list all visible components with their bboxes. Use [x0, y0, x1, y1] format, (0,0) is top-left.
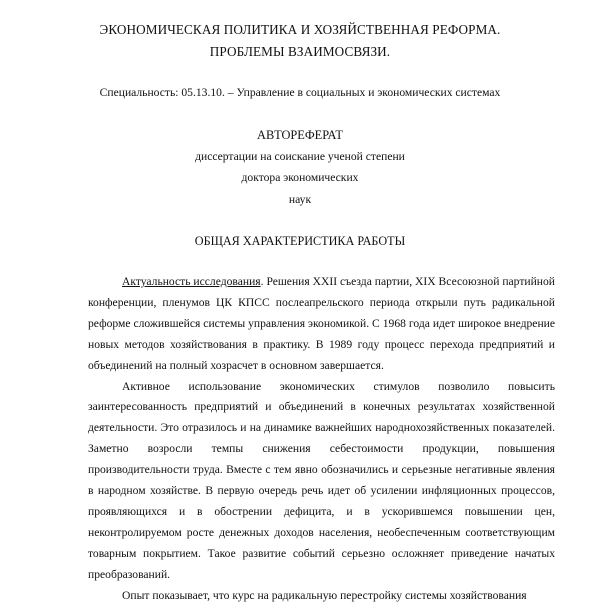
abstract-line-1: диссертации на соискание ученой степени — [195, 150, 405, 163]
abstract-line-2: доктора экономических — [241, 171, 359, 184]
paragraph-2: Активное использование экономических стимулов позволило повысить заинтересованность предприятий и объединений в конечных результатах хозяйственной деятельности. Это отразилось и на динамике важнейших народнохозяйственных показателей. Заметно возросли темпы снижения себестоимости продукции, повышения производительности труда. Вместе с тем явно обозначились и серьезные негативные явления в народном хозяйстве. В первую очередь речь идет об усилении инфляционных процессов, проявляющихся и в обострении дефицита, и в ускорившемся повышении цен, неконтролируемом росте денежных доходов населения, необеспеченным соответствующим товарным покрытием. Такое развитие событий серьезно осложняет приведение начатых преобразований. — [88, 379, 555, 581]
paragraph-1 — [88, 272, 555, 377]
paragraph-1-text: . Решения XXII съезда партии, XIX Всесоюзной партийной конференции, пленумов ЦК КПСС послеапрельского периода открыли путь радикальной реформе сложившейся системы управления экономикой. С 1968 года идет широкое внедрение новых методов хозяйствования в практику. В 1989 году процесс перехода предприятий и объединений на полный хозрасчет в основном завершается. — [88, 275, 555, 372]
specialty-line: Специальность: 05.13.10. – Управление в социальных и экономических системах — [99, 86, 501, 99]
paragraph-3: Опыт показывает, что курс на радикальную перестройку системы хозяйствования — [122, 588, 527, 602]
title-line-1: ЭКОНОМИЧЕСКАЯ ПОЛИТИКА И ХОЗЯЙСТВЕННАЯ РЕФОРМА. — [99, 22, 501, 37]
paragraph-1-lead: Актуальность исследования — [122, 275, 261, 288]
abstract-line-3: наук — [288, 193, 312, 206]
section-heading: ОБЩАЯ ХАРАКТЕРИСТИКА РАБОТЫ — [194, 234, 406, 248]
abstract-heading: АВТОРЕФЕРАТ — [257, 128, 343, 142]
title-line-2: ПРОБЛЕМЫ ВЗАИМОСВЯЗИ. — [209, 44, 391, 59]
body-text — [88, 272, 555, 607]
